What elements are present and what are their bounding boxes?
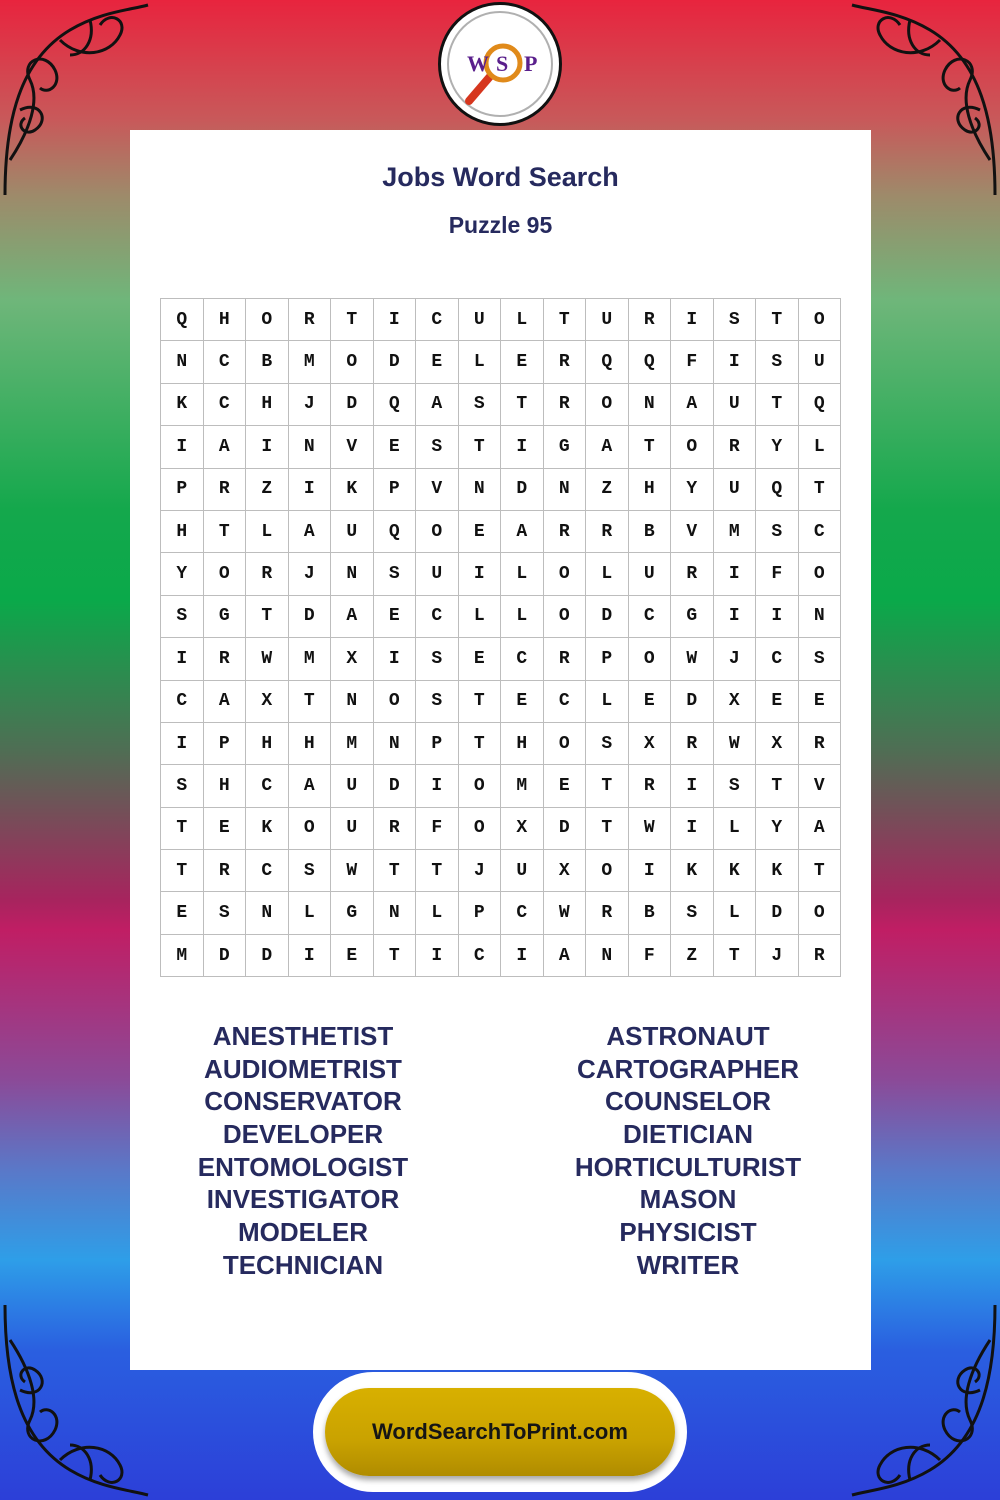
grid-cell[interactable]: D [756,892,799,934]
grid-cell[interactable]: R [799,935,842,977]
grid-cell[interactable]: C [459,935,502,977]
grid-cell[interactable]: G [204,596,247,638]
grid-cell[interactable]: R [204,850,247,892]
grid-cell[interactable]: C [799,511,842,553]
grid-cell[interactable]: N [246,892,289,934]
word-item: DEVELOPER [222,1119,384,1150]
grid-cell[interactable]: O [416,511,459,553]
grid-cell[interactable]: H [246,723,289,765]
grid-cell[interactable]: R [544,511,587,553]
grid-cell[interactable]: D [544,808,587,850]
grid-cell[interactable]: L [501,553,544,595]
grid-cell[interactable]: X [331,638,374,680]
grid-cell[interactable]: O [459,765,502,807]
grid-cell[interactable]: L [586,553,629,595]
grid-cell[interactable]: T [756,299,799,341]
grid-cell[interactable]: H [501,723,544,765]
grid-cell[interactable]: H [204,299,247,341]
grid-cell[interactable]: R [586,511,629,553]
grid-cell[interactable]: T [459,681,502,723]
grid-cell[interactable]: V [671,511,714,553]
grid-cell[interactable]: X [629,723,672,765]
grid-cell[interactable]: I [756,596,799,638]
grid-cell[interactable]: T [416,850,459,892]
grid-cell[interactable]: I [161,426,204,468]
grid-cell[interactable]: T [756,384,799,426]
grid-cell[interactable]: U [459,299,502,341]
grid-cell[interactable]: D [246,935,289,977]
grid-cell[interactable]: E [544,765,587,807]
grid-cell[interactable]: C [501,638,544,680]
grid-cell[interactable]: L [714,892,757,934]
grid-cell[interactable]: R [714,426,757,468]
grid-cell[interactable]: C [246,765,289,807]
grid-cell[interactable]: S [416,426,459,468]
grid-cell[interactable]: O [799,553,842,595]
grid-cell[interactable]: I [714,553,757,595]
grid-cell[interactable]: X [756,723,799,765]
grid-cell[interactable]: C [544,681,587,723]
grid-cell[interactable]: Q [161,299,204,341]
grid-cell[interactable]: I [289,935,332,977]
grid-cell[interactable]: N [459,469,502,511]
word-item: ASTRONAUT [606,1021,770,1051]
grid-cell[interactable]: K [246,808,289,850]
grid-cell[interactable]: J [459,850,502,892]
grid-cell[interactable]: O [544,553,587,595]
grid-cell[interactable]: Q [629,341,672,383]
grid-cell[interactable]: U [331,765,374,807]
page-title: Jobs Word Search [382,162,619,192]
grid-cell[interactable]: D [331,384,374,426]
word-item: MASON [639,1184,737,1215]
grid-cell[interactable]: T [204,511,247,553]
grid-cell[interactable]: C [161,681,204,723]
grid-cell[interactable]: O [671,426,714,468]
grid-cell[interactable]: O [544,596,587,638]
grid-cell[interactable]: B [629,511,672,553]
grid-cell[interactable]: E [331,935,374,977]
grid-cell[interactable]: K [161,384,204,426]
grid-cell[interactable]: I [714,596,757,638]
grid-cell[interactable]: C [416,596,459,638]
grid-cell[interactable]: E [374,426,417,468]
grid-cell[interactable]: Y [756,808,799,850]
grid-cell[interactable]: M [714,511,757,553]
grid-cell[interactable]: N [629,384,672,426]
grid-cell[interactable]: X [714,681,757,723]
grid-cell[interactable]: W [714,723,757,765]
grid-cell[interactable]: H [289,723,332,765]
grid-cell[interactable]: V [331,426,374,468]
corner-ornament-top-left [0,0,150,200]
grid-cell[interactable]: W [331,850,374,892]
grid-cell[interactable]: T [289,681,332,723]
corner-ornament-bottom-right [850,1300,1000,1500]
word-item: ENTOMOLOGIST [197,1151,409,1182]
grid-cell[interactable]: S [756,511,799,553]
grid-cell[interactable]: A [544,935,587,977]
grid-cell[interactable]: X [501,808,544,850]
grid-cell[interactable]: E [459,638,502,680]
grid-cell[interactable]: S [586,723,629,765]
wsp-logo[interactable] [438,2,562,126]
grid-cell[interactable]: S [416,638,459,680]
grid-cell[interactable]: S [374,553,417,595]
grid-cell[interactable]: I [289,469,332,511]
grid-cell[interactable]: S [204,892,247,934]
word-item: CONSERVATOR [204,1086,402,1117]
grid-cell[interactable]: N [374,723,417,765]
grid-cell[interactable]: A [799,808,842,850]
grid-cell[interactable]: T [586,765,629,807]
grid-cell[interactable]: Y [161,553,204,595]
grid-cell[interactable]: U [416,553,459,595]
grid-cell[interactable]: P [459,892,502,934]
grid-cell[interactable]: R [799,723,842,765]
grid-cell[interactable]: A [586,426,629,468]
grid-cell[interactable]: F [756,553,799,595]
grid-cell[interactable]: I [246,426,289,468]
grid-cell[interactable]: D [501,469,544,511]
grid-cell[interactable]: M [289,638,332,680]
grid-cell[interactable]: I [416,935,459,977]
grid-cell[interactable]: D [586,596,629,638]
grid-cell[interactable]: Q [374,384,417,426]
grid-cell[interactable]: O [246,299,289,341]
footer-badge [313,1372,687,1492]
grid-cell[interactable]: R [374,808,417,850]
grid-cell[interactable]: O [289,808,332,850]
grid-cell[interactable]: J [714,638,757,680]
grid-cell[interactable]: T [374,935,417,977]
grid-cell[interactable]: K [756,850,799,892]
grid-cell[interactable]: O [799,892,842,934]
grid-cell[interactable]: W [544,892,587,934]
grid-cell[interactable]: O [799,299,842,341]
grid-cell[interactable]: E [501,681,544,723]
grid-cell[interactable]: O [204,553,247,595]
grid-cell[interactable]: I [501,935,544,977]
grid-cell[interactable]: R [671,723,714,765]
grid-cell[interactable]: C [756,638,799,680]
grid-cell[interactable]: H [204,765,247,807]
grid-cell[interactable]: O [331,341,374,383]
grid-cell[interactable]: S [459,384,502,426]
grid-cell[interactable]: H [629,469,672,511]
grid-cell[interactable]: Y [756,426,799,468]
word-list-left [118,1020,488,1282]
word-item: CARTOGRAPHER [577,1053,799,1084]
grid-cell[interactable]: T [459,426,502,468]
grid-cell[interactable]: U [714,384,757,426]
grid-cell[interactable]: S [161,765,204,807]
grid-cell[interactable]: R [204,638,247,680]
grid-cell[interactable]: C [501,892,544,934]
grid-cell[interactable]: E [459,511,502,553]
grid-cell[interactable]: K [671,850,714,892]
logo-letter-w: W [467,51,489,76]
grid-cell[interactable]: Y [671,469,714,511]
grid-cell[interactable]: R [629,299,672,341]
grid-cell[interactable]: N [374,892,417,934]
grid-cell[interactable]: M [331,723,374,765]
puzzle-number: Puzzle 95 [448,212,553,238]
grid-cell[interactable]: I [629,850,672,892]
grid-cell[interactable]: E [501,341,544,383]
grid-cell[interactable]: R [246,553,289,595]
grid-cell[interactable]: A [204,426,247,468]
grid-cell[interactable]: S [714,299,757,341]
grid-cell[interactable]: O [629,638,672,680]
word-list-right [503,1020,873,1282]
grid-cell[interactable]: R [544,384,587,426]
site-link[interactable]: WordSearchToPrint.com [325,1388,675,1476]
grid-cell[interactable]: I [501,426,544,468]
grid-cell[interactable]: Z [246,469,289,511]
grid-cell[interactable]: E [374,596,417,638]
grid-cell[interactable]: D [671,681,714,723]
grid-cell[interactable]: X [246,681,289,723]
magnifier-icon [441,5,559,123]
grid-cell[interactable]: A [501,511,544,553]
word-item: DIETICIAN [623,1119,753,1150]
grid-cell[interactable]: T [501,384,544,426]
grid-cell[interactable]: T [544,299,587,341]
grid-cell[interactable]: I [161,723,204,765]
grid-cell[interactable]: L [501,596,544,638]
grid-cell[interactable]: I [374,299,417,341]
grid-cell[interactable]: N [161,341,204,383]
grid-cell[interactable]: J [756,935,799,977]
grid-cell[interactable]: E [204,808,247,850]
grid-cell[interactable]: N [331,553,374,595]
grid-cell[interactable]: P [416,723,459,765]
grid-cell[interactable]: C [246,850,289,892]
grid-cell[interactable]: T [799,850,842,892]
logo-letter-s: S [496,51,509,76]
grid-cell[interactable]: C [204,341,247,383]
grid-cell[interactable]: E [161,892,204,934]
word-item: AUDIOMETRIST [204,1053,402,1084]
grid-cell[interactable]: O [586,850,629,892]
grid-cell[interactable]: T [799,469,842,511]
grid-cell[interactable]: P [204,723,247,765]
grid-cell[interactable]: S [799,638,842,680]
grid-cell[interactable]: W [629,808,672,850]
grid-cell[interactable]: R [544,638,587,680]
grid-cell[interactable]: T [459,723,502,765]
grid-cell[interactable]: L [459,341,502,383]
grid-cell[interactable]: R [629,765,672,807]
grid-cell[interactable]: F [671,341,714,383]
grid-cell[interactable]: L [714,808,757,850]
grid-cell[interactable]: T [161,850,204,892]
grid-cell[interactable]: I [416,765,459,807]
grid-cell[interactable]: L [799,426,842,468]
grid-cell[interactable]: Q [799,384,842,426]
grid-cell[interactable]: Q [756,469,799,511]
grid-cell[interactable]: U [799,341,842,383]
grid-cell[interactable]: N [331,681,374,723]
grid-cell[interactable]: B [629,892,672,934]
word-item: WRITER [636,1249,740,1280]
grid-cell[interactable]: P [374,469,417,511]
grid-cell[interactable]: O [374,681,417,723]
corner-ornament-top-right [850,0,1000,200]
grid-cell[interactable]: C [416,299,459,341]
grid-cell[interactable]: W [246,638,289,680]
grid-cell[interactable]: E [416,341,459,383]
grid-cell[interactable]: D [289,596,332,638]
grid-cell[interactable]: D [204,935,247,977]
grid-cell[interactable]: A [671,384,714,426]
grid-cell[interactable]: Q [374,511,417,553]
grid-cell[interactable]: U [331,511,374,553]
grid-cell[interactable]: Z [586,469,629,511]
grid-cell[interactable]: S [756,341,799,383]
grid-cell[interactable]: N [289,426,332,468]
grid-cell[interactable]: M [501,765,544,807]
grid-cell[interactable]: T [246,596,289,638]
word-item: MODELER [238,1217,368,1248]
grid-cell[interactable]: D [374,765,417,807]
grid-cell[interactable]: I [671,808,714,850]
grid-cell[interactable]: T [331,299,374,341]
grid-cell[interactable]: T [756,765,799,807]
grid-cell[interactable]: L [459,596,502,638]
grid-cell[interactable]: O [586,384,629,426]
grid-cell[interactable]: R [289,299,332,341]
grid-cell[interactable]: U [586,299,629,341]
grid-cell[interactable]: M [289,341,332,383]
grid-cell[interactable]: A [416,384,459,426]
grid-cell[interactable]: E [756,681,799,723]
grid-cell[interactable]: H [161,511,204,553]
grid-cell[interactable]: N [544,469,587,511]
grid-cell[interactable]: U [331,808,374,850]
grid-cell[interactable]: H [246,384,289,426]
grid-cell[interactable]: F [629,935,672,977]
grid-cell[interactable]: R [586,892,629,934]
grid-cell[interactable]: Z [671,935,714,977]
grid-cell[interactable]: I [374,638,417,680]
word-item: COUNSELOR [604,1086,772,1117]
grid-cell[interactable]: P [161,469,204,511]
grid-cell[interactable]: B [246,341,289,383]
grid-cell[interactable]: A [331,596,374,638]
grid-cell[interactable]: I [161,638,204,680]
grid-cell[interactable]: U [501,850,544,892]
grid-cell[interactable]: A [204,681,247,723]
grid-cell[interactable]: L [501,299,544,341]
grid-cell[interactable]: N [799,596,842,638]
grid-cell[interactable]: I [459,553,502,595]
word-item: PHYSICIST [619,1217,757,1248]
grid-cell[interactable]: X [544,850,587,892]
grid-cell[interactable]: S [416,681,459,723]
word-item: HORTICULTURIST [574,1151,802,1182]
grid-cell[interactable]: K [331,469,374,511]
grid-cell[interactable]: L [416,892,459,934]
grid-cell[interactable]: V [799,765,842,807]
grid-cell[interactable]: S [289,850,332,892]
grid-cell[interactable]: G [544,426,587,468]
grid-cell[interactable]: C [204,384,247,426]
grid-cell[interactable]: I [671,299,714,341]
grid-cell[interactable]: J [289,384,332,426]
grid-cell[interactable]: R [544,341,587,383]
letter-grid [160,298,841,977]
grid-cell[interactable]: J [289,553,332,595]
grid-cell[interactable]: T [374,850,417,892]
grid-cell[interactable]: S [161,596,204,638]
grid-cell[interactable]: I [714,341,757,383]
grid-cell[interactable]: C [629,596,672,638]
grid-cell[interactable]: F [416,808,459,850]
grid-cell[interactable]: A [289,511,332,553]
grid-cell[interactable]: E [799,681,842,723]
word-item: ANESTHETIST [212,1021,394,1051]
logo-letter-p: P [524,51,538,76]
grid-cell[interactable]: L [289,892,332,934]
grid-cell[interactable]: R [204,469,247,511]
grid-cell[interactable]: M [161,935,204,977]
grid-cell[interactable]: P [586,638,629,680]
grid-cell[interactable]: I [671,765,714,807]
grid-cell[interactable]: Q [586,341,629,383]
grid-cell[interactable]: U [714,469,757,511]
grid-cell[interactable]: O [544,723,587,765]
word-item: TECHNICIAN [222,1249,384,1280]
grid-cell[interactable]: O [459,808,502,850]
grid-cell[interactable]: T [161,808,204,850]
grid-cell[interactable]: G [331,892,374,934]
word-item: INVESTIGATOR [206,1184,400,1215]
grid-cell[interactable]: T [629,426,672,468]
grid-cell[interactable]: T [714,935,757,977]
grid-cell[interactable]: L [246,511,289,553]
grid-cell[interactable]: W [671,638,714,680]
grid-cell[interactable]: D [374,341,417,383]
grid-cell[interactable]: K [714,850,757,892]
grid-cell[interactable]: R [671,553,714,595]
grid-cell[interactable]: S [671,892,714,934]
grid-cell[interactable]: L [586,681,629,723]
grid-cell[interactable]: E [629,681,672,723]
grid-cell[interactable]: T [586,808,629,850]
grid-cell[interactable]: U [629,553,672,595]
grid-cell[interactable]: N [586,935,629,977]
grid-cell[interactable]: G [671,596,714,638]
grid-cell[interactable]: V [416,469,459,511]
grid-cell[interactable]: S [714,765,757,807]
corner-ornament-bottom-left [0,1300,150,1500]
grid-cell[interactable]: A [289,765,332,807]
puzzle-card [130,130,871,1370]
